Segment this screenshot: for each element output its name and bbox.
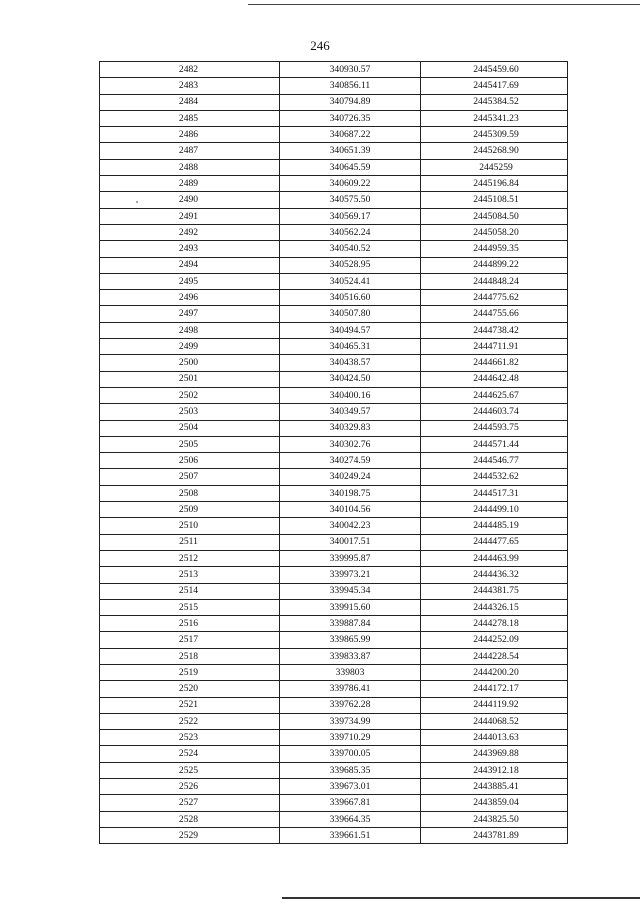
table-row xyxy=(100,713,568,729)
table-row xyxy=(100,518,568,534)
y-coordinate-cell: 2444711.91 xyxy=(421,339,568,355)
table-row xyxy=(100,599,568,615)
point-number-cell: 2507 xyxy=(100,469,280,485)
x-coordinate-cell: 339915.60 xyxy=(280,599,421,615)
table-row xyxy=(100,697,568,713)
y-coordinate-cell: 2444200.20 xyxy=(421,664,568,680)
point-number-cell: 2492 xyxy=(100,224,280,240)
table-row xyxy=(100,453,568,469)
x-coordinate-cell: 340856.11 xyxy=(280,78,421,94)
x-coordinate-cell: 340198.75 xyxy=(280,485,421,501)
point-number-cell: 2501 xyxy=(100,371,280,387)
point-number-cell: 2519 xyxy=(100,664,280,680)
x-coordinate-cell: 340438.57 xyxy=(280,355,421,371)
x-coordinate-cell: 339833.87 xyxy=(280,648,421,664)
x-coordinate-cell: 340249.24 xyxy=(280,469,421,485)
table-row xyxy=(100,420,568,436)
table-row xyxy=(100,241,568,257)
x-coordinate-cell: 340651.39 xyxy=(280,143,421,159)
point-number-cell: 2508 xyxy=(100,485,280,501)
point-number-cell: 2529 xyxy=(100,827,280,843)
x-coordinate-cell: 340274.59 xyxy=(280,453,421,469)
x-coordinate-cell: 340540.52 xyxy=(280,241,421,257)
table-row xyxy=(100,224,568,240)
x-coordinate-cell: 340104.56 xyxy=(280,502,421,518)
coordinates-table-body xyxy=(100,62,568,844)
table-row xyxy=(100,306,568,322)
table-row xyxy=(100,762,568,778)
point-number-cell: 2506 xyxy=(100,453,280,469)
table-row xyxy=(100,583,568,599)
y-coordinate-cell: 2443885.41 xyxy=(421,779,568,795)
x-coordinate-cell: 339945.34 xyxy=(280,583,421,599)
point-number-cell: 2499 xyxy=(100,339,280,355)
y-coordinate-cell: 2444661.82 xyxy=(421,355,568,371)
point-number-cell: 2526 xyxy=(100,779,280,795)
x-coordinate-cell: 339995.87 xyxy=(280,550,421,566)
table-row xyxy=(100,567,568,583)
x-coordinate-cell: 340609.22 xyxy=(280,176,421,192)
point-number-cell: 2514 xyxy=(100,583,280,599)
point-number-cell: 2525 xyxy=(100,762,280,778)
x-coordinate-cell: 340569.17 xyxy=(280,208,421,224)
point-number-cell: 2504 xyxy=(100,420,280,436)
point-number-cell: 2495 xyxy=(100,273,280,289)
point-number-cell: 2502 xyxy=(100,387,280,403)
table-row xyxy=(100,502,568,518)
x-coordinate-cell: 340507.80 xyxy=(280,306,421,322)
table-row xyxy=(100,469,568,485)
x-coordinate-cell: 340516.60 xyxy=(280,290,421,306)
point-number-cell: 2515 xyxy=(100,599,280,615)
y-coordinate-cell: 2445459.60 xyxy=(421,62,568,78)
x-coordinate-cell: 339667.81 xyxy=(280,795,421,811)
y-coordinate-cell: 2444326.15 xyxy=(421,599,568,615)
y-coordinate-cell: 2444252.09 xyxy=(421,632,568,648)
y-coordinate-cell: 2444517.31 xyxy=(421,485,568,501)
y-coordinate-cell: 2444899.22 xyxy=(421,257,568,273)
y-coordinate-cell: 2444593.75 xyxy=(421,420,568,436)
table-row xyxy=(100,143,568,159)
table-row xyxy=(100,387,568,403)
table-row xyxy=(100,176,568,192)
x-coordinate-cell: 339664.35 xyxy=(280,811,421,827)
y-coordinate-cell: 2444485.19 xyxy=(421,518,568,534)
scan-edge-top xyxy=(248,4,640,5)
y-coordinate-cell: 2444499.10 xyxy=(421,502,568,518)
table-row xyxy=(100,62,568,78)
point-number-cell: 2513 xyxy=(100,567,280,583)
y-coordinate-cell: 2443825.50 xyxy=(421,811,568,827)
point-number-cell: 2512 xyxy=(100,550,280,566)
table-row xyxy=(100,811,568,827)
y-coordinate-cell: 2445196.84 xyxy=(421,176,568,192)
y-coordinate-cell: 2444381.75 xyxy=(421,583,568,599)
x-coordinate-cell: 340645.59 xyxy=(280,159,421,175)
y-coordinate-cell: 2445259 xyxy=(421,159,568,175)
x-coordinate-cell: 339710.29 xyxy=(280,730,421,746)
point-number-cell: 2485 xyxy=(100,110,280,126)
table-row xyxy=(100,664,568,680)
x-coordinate-cell: 340575.50 xyxy=(280,192,421,208)
x-coordinate-cell: 340465.31 xyxy=(280,339,421,355)
table-row xyxy=(100,827,568,843)
y-coordinate-cell: 2444959.35 xyxy=(421,241,568,257)
table-row xyxy=(100,192,568,208)
y-coordinate-cell: 2444436.32 xyxy=(421,567,568,583)
y-coordinate-cell: 2444119.92 xyxy=(421,697,568,713)
x-coordinate-cell: 339786.41 xyxy=(280,681,421,697)
y-coordinate-cell: 2444278.18 xyxy=(421,616,568,632)
x-coordinate-cell: 340302.76 xyxy=(280,436,421,452)
y-coordinate-cell: 2445309.59 xyxy=(421,127,568,143)
y-coordinate-cell: 2445341.23 xyxy=(421,110,568,126)
point-number-cell: 2516 xyxy=(100,616,280,632)
y-coordinate-cell: 2443781.89 xyxy=(421,827,568,843)
x-coordinate-cell: 340017.51 xyxy=(280,534,421,550)
point-number-cell: 2483 xyxy=(100,78,280,94)
point-number-cell: 2500 xyxy=(100,355,280,371)
y-coordinate-cell: 2444477.65 xyxy=(421,534,568,550)
y-coordinate-cell: 2444532.62 xyxy=(421,469,568,485)
y-coordinate-cell: 2445058.20 xyxy=(421,224,568,240)
point-number-cell: 2488 xyxy=(100,159,280,175)
x-coordinate-cell: 339685.35 xyxy=(280,762,421,778)
table-row xyxy=(100,322,568,338)
y-coordinate-cell: 2445108.51 xyxy=(421,192,568,208)
table-row xyxy=(100,78,568,94)
y-coordinate-cell: 2444848.24 xyxy=(421,273,568,289)
table-row xyxy=(100,485,568,501)
point-number-cell: 2493 xyxy=(100,241,280,257)
x-coordinate-cell: 339661.51 xyxy=(280,827,421,843)
x-coordinate-cell: 340042.23 xyxy=(280,518,421,534)
table-row xyxy=(100,746,568,762)
y-coordinate-cell: 2444546.77 xyxy=(421,453,568,469)
scan-edge-bottom xyxy=(282,897,640,899)
point-number-cell: 2509 xyxy=(100,502,280,518)
point-number-cell: 2518 xyxy=(100,648,280,664)
y-coordinate-cell: 2444775.62 xyxy=(421,290,568,306)
point-number-cell: 2520 xyxy=(100,681,280,697)
table-row xyxy=(100,290,568,306)
point-number-cell: 2522 xyxy=(100,713,280,729)
point-number-cell: 2482 xyxy=(100,62,280,78)
y-coordinate-cell: 2444603.74 xyxy=(421,404,568,420)
table-row xyxy=(100,257,568,273)
point-number-cell: 2489 xyxy=(100,176,280,192)
x-coordinate-cell: 340494.57 xyxy=(280,322,421,338)
x-coordinate-cell: 339762.28 xyxy=(280,697,421,713)
point-number-cell: 2486 xyxy=(100,127,280,143)
y-coordinate-cell: 2444013.63 xyxy=(421,730,568,746)
x-coordinate-cell: 340424.50 xyxy=(280,371,421,387)
table-row xyxy=(100,127,568,143)
table-row xyxy=(100,94,568,110)
x-coordinate-cell: 339973.21 xyxy=(280,567,421,583)
point-number-cell: 2524 xyxy=(100,746,280,762)
point-number-cell: 2494 xyxy=(100,257,280,273)
table-row xyxy=(100,339,568,355)
y-coordinate-cell: 2444571.44 xyxy=(421,436,568,452)
x-coordinate-cell: 340726.35 xyxy=(280,110,421,126)
point-number-cell: 2497 xyxy=(100,306,280,322)
table-row xyxy=(100,404,568,420)
table-row xyxy=(100,681,568,697)
table-row xyxy=(100,355,568,371)
point-number-cell: 2523 xyxy=(100,730,280,746)
y-coordinate-cell: 2444642.48 xyxy=(421,371,568,387)
point-number-cell: 2484 xyxy=(100,94,280,110)
coordinates-table xyxy=(99,61,568,844)
y-coordinate-cell: 2445417.69 xyxy=(421,78,568,94)
point-number-cell: 2505 xyxy=(100,436,280,452)
table-row xyxy=(100,371,568,387)
table-row xyxy=(100,550,568,566)
y-coordinate-cell: 2444172.17 xyxy=(421,681,568,697)
point-number-cell: 2498 xyxy=(100,322,280,338)
x-coordinate-cell: 339803 xyxy=(280,664,421,680)
x-coordinate-cell: 339700.05 xyxy=(280,746,421,762)
point-number-cell: 2521 xyxy=(100,697,280,713)
x-coordinate-cell: 340349.57 xyxy=(280,404,421,420)
point-number-cell: 2491 xyxy=(100,208,280,224)
x-coordinate-cell: 340562.24 xyxy=(280,224,421,240)
x-coordinate-cell: 340524.41 xyxy=(280,273,421,289)
table-row xyxy=(100,159,568,175)
y-coordinate-cell: 2444068.52 xyxy=(421,713,568,729)
x-coordinate-cell: 340329.83 xyxy=(280,420,421,436)
x-coordinate-cell: 339673.01 xyxy=(280,779,421,795)
y-coordinate-cell: 2445268.90 xyxy=(421,143,568,159)
point-number-cell: 2487 xyxy=(100,143,280,159)
point-number-cell: 2503 xyxy=(100,404,280,420)
y-coordinate-cell: 2443859.04 xyxy=(421,795,568,811)
table-row xyxy=(100,648,568,664)
table-row xyxy=(100,436,568,452)
table-row xyxy=(100,795,568,811)
x-coordinate-cell: 340794.89 xyxy=(280,94,421,110)
y-coordinate-cell: 2444625.67 xyxy=(421,387,568,403)
y-coordinate-cell: 2444738.42 xyxy=(421,322,568,338)
table-row xyxy=(100,730,568,746)
x-coordinate-cell: 339734.99 xyxy=(280,713,421,729)
table-row xyxy=(100,616,568,632)
table-row xyxy=(100,208,568,224)
x-coordinate-cell: 340400.16 xyxy=(280,387,421,403)
y-coordinate-cell: 2444755.66 xyxy=(421,306,568,322)
table-row xyxy=(100,779,568,795)
point-number-cell: 2510 xyxy=(100,518,280,534)
point-number-cell: 2527 xyxy=(100,795,280,811)
y-coordinate-cell: 2444228.54 xyxy=(421,648,568,664)
x-coordinate-cell: 339865.99 xyxy=(280,632,421,648)
point-number-cell: 2511 xyxy=(100,534,280,550)
point-number-cell: 2496 xyxy=(100,290,280,306)
point-number-cell: 2490 xyxy=(100,192,280,208)
x-coordinate-cell: 340930.57 xyxy=(280,62,421,78)
table-row xyxy=(100,632,568,648)
page-number: 246 xyxy=(310,38,330,53)
point-number-cell: 2517 xyxy=(100,632,280,648)
y-coordinate-cell: 2444463.99 xyxy=(421,550,568,566)
x-coordinate-cell: 340687.22 xyxy=(280,127,421,143)
table-row xyxy=(100,534,568,550)
x-coordinate-cell: 339887.84 xyxy=(280,616,421,632)
y-coordinate-cell: 2443969.88 xyxy=(421,746,568,762)
point-number-cell: 2528 xyxy=(100,811,280,827)
table-row xyxy=(100,273,568,289)
y-coordinate-cell: 2445384.52 xyxy=(421,94,568,110)
table-row xyxy=(100,110,568,126)
y-coordinate-cell: 2445084.50 xyxy=(421,208,568,224)
x-coordinate-cell: 340528.95 xyxy=(280,257,421,273)
y-coordinate-cell: 2443912.18 xyxy=(421,762,568,778)
